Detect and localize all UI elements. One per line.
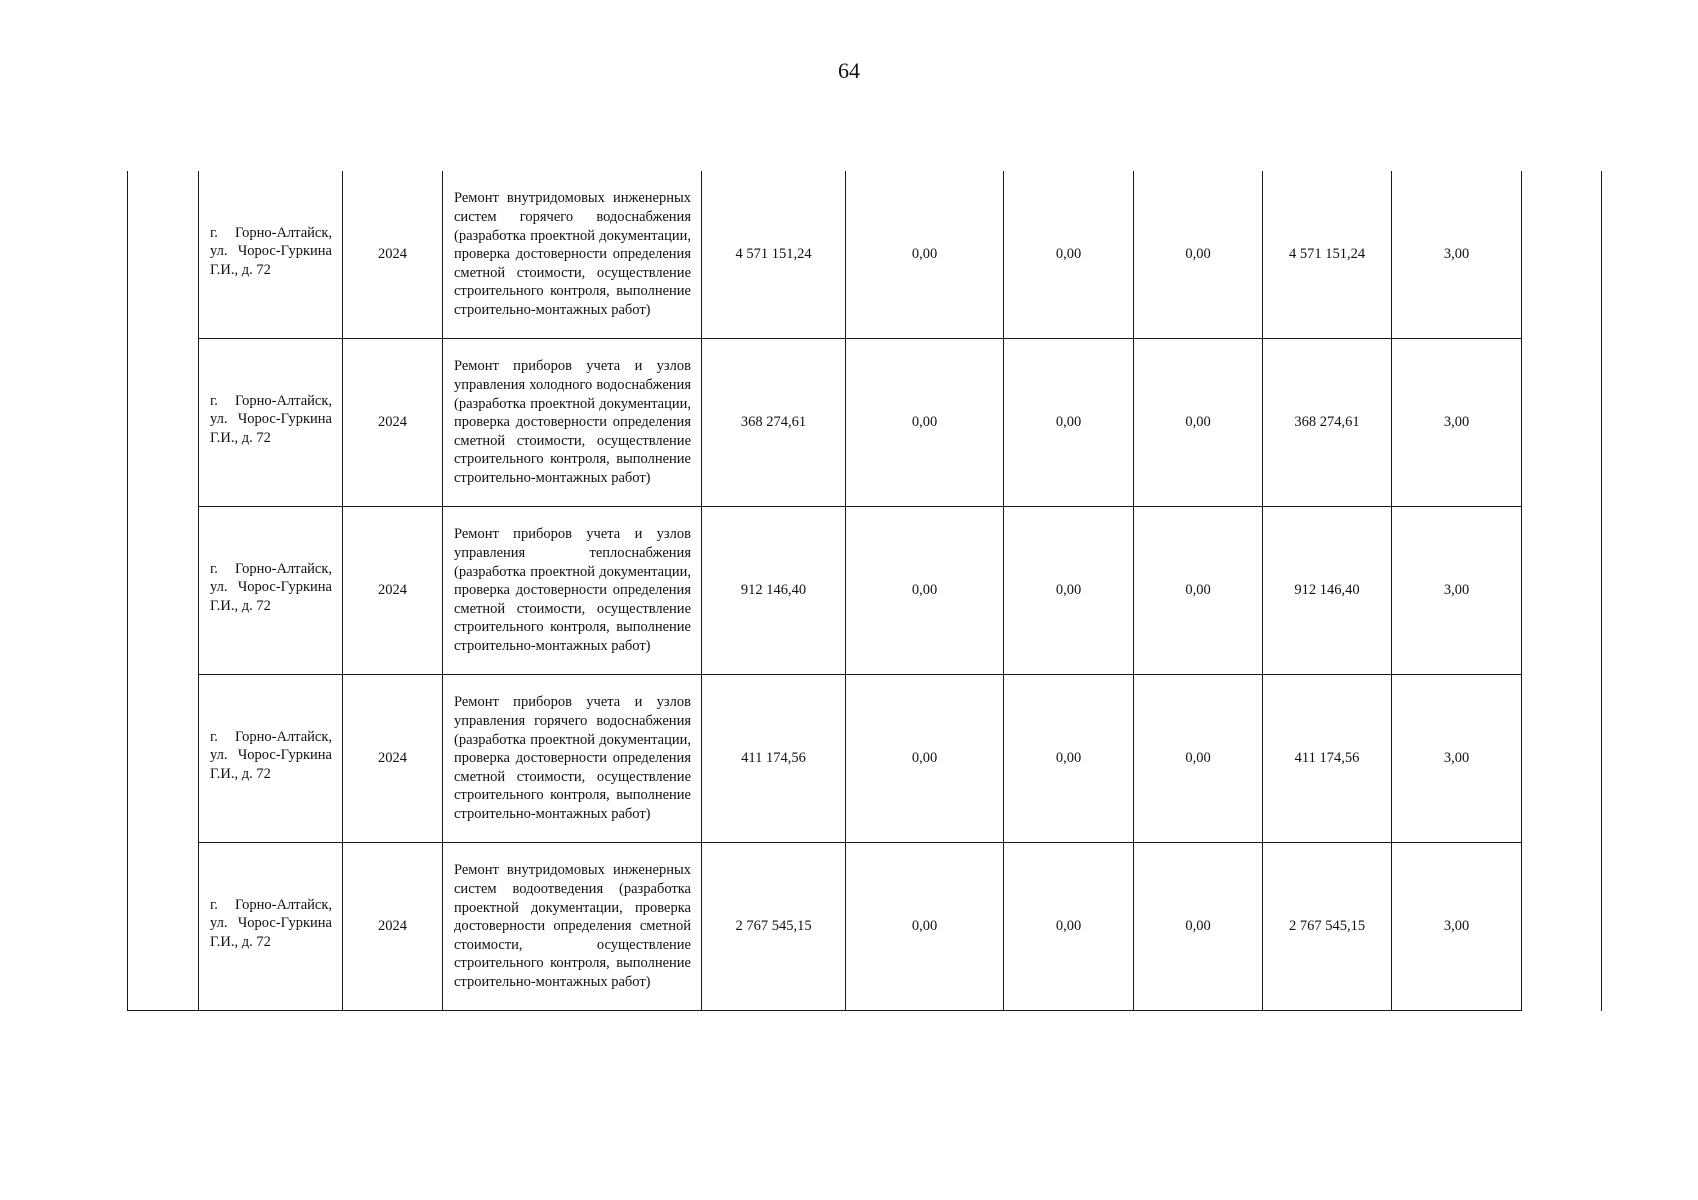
value-cell: 0,00 <box>1134 171 1263 339</box>
table-row <box>128 507 1602 675</box>
total-cost-cell: 411 174,56 <box>702 675 846 843</box>
owners-funds-cell: 368 274,61 <box>1263 339 1392 507</box>
description-cell: Ремонт приборов учета и узлов управления горячего водоснабжения (разработка проектной документации, проверка достоверности определения сметной стоимости, осуществление строительного контроля, выполнение строительно-монтажных работ) <box>443 675 702 843</box>
merged-tail-cell <box>1522 171 1602 1011</box>
year-cell: 2024 <box>343 675 443 843</box>
description-cell: Ремонт приборов учета и узлов управления теплоснабжения (разработка проектной документации, проверка достоверности определения сметной стоимости, осуществление строительного контроля, выполнение строительно-монтажных работ) <box>443 507 702 675</box>
table-row <box>128 339 1602 507</box>
page-number: 64 <box>838 58 860 83</box>
address-cell: г. Горно-Алтайск, ул. Чорос-Гуркина Г.И., д. 72 <box>199 339 343 507</box>
rate-cell: 3,00 <box>1392 171 1522 339</box>
total-cost-cell: 368 274,61 <box>702 339 846 507</box>
value-cell: 0,00 <box>1134 507 1263 675</box>
table-row <box>128 675 1602 843</box>
owners-funds-cell: 912 146,40 <box>1263 507 1392 675</box>
address-cell: г. Горно-Алтайск, ул. Чорос-Гуркина Г.И., д. 72 <box>199 171 343 339</box>
value-cell: 0,00 <box>1004 675 1134 843</box>
address-cell: г. Горно-Алтайск, ул. Чорос-Гуркина Г.И., д. 72 <box>199 507 343 675</box>
value-cell: 0,00 <box>846 339 1004 507</box>
merged-number-cell <box>128 171 199 1011</box>
value-cell: 0,00 <box>1004 843 1134 1011</box>
value-cell: 0,00 <box>846 675 1004 843</box>
address-cell: г. Горно-Алтайск, ул. Чорос-Гуркина Г.И., д. 72 <box>199 843 343 1011</box>
value-cell: 0,00 <box>846 507 1004 675</box>
rate-cell: 3,00 <box>1392 843 1522 1011</box>
value-cell: 0,00 <box>1004 507 1134 675</box>
value-cell: 0,00 <box>846 843 1004 1011</box>
description-cell: Ремонт внутридомовых инженерных систем водоотведения (разработка проектной документации, проверка достоверности определения сметной стоимости, осуществление строительного контроля, выполнение строительно-монтажных работ) <box>443 843 702 1011</box>
table-row <box>128 843 1602 1011</box>
year-cell: 2024 <box>343 843 443 1011</box>
total-cost-cell: 912 146,40 <box>702 507 846 675</box>
works-table <box>127 171 1602 1011</box>
total-cost-cell: 2 767 545,15 <box>702 843 846 1011</box>
value-cell: 0,00 <box>1004 171 1134 339</box>
year-cell: 2024 <box>343 507 443 675</box>
total-cost-cell: 4 571 151,24 <box>702 171 846 339</box>
description-cell: Ремонт приборов учета и узлов управления холодного водоснабжения (разработка проектной документации, проверка достоверности определения сметной стоимости, осуществление строительного контроля, выполнение строительно-монтажных работ) <box>443 339 702 507</box>
value-cell: 0,00 <box>1004 339 1134 507</box>
rate-cell: 3,00 <box>1392 675 1522 843</box>
table-row <box>128 171 1602 339</box>
year-cell: 2024 <box>343 171 443 339</box>
address-cell: г. Горно-Алтайск, ул. Чорос-Гуркина Г.И., д. 72 <box>199 675 343 843</box>
value-cell: 0,00 <box>1134 675 1263 843</box>
year-cell: 2024 <box>343 339 443 507</box>
description-cell: Ремонт внутридомовых инженерных систем горячего водоснабжения (разработка проектной документации, проверка достоверности определения сметной стоимости, осуществление строительного контроля, выполнение строительно-монтажных работ) <box>443 171 702 339</box>
value-cell: 0,00 <box>1134 843 1263 1011</box>
owners-funds-cell: 411 174,56 <box>1263 675 1392 843</box>
works-table-container <box>127 171 1602 1011</box>
value-cell: 0,00 <box>1134 339 1263 507</box>
rate-cell: 3,00 <box>1392 339 1522 507</box>
owners-funds-cell: 4 571 151,24 <box>1263 171 1392 339</box>
owners-funds-cell: 2 767 545,15 <box>1263 843 1392 1011</box>
value-cell: 0,00 <box>846 171 1004 339</box>
rate-cell: 3,00 <box>1392 507 1522 675</box>
